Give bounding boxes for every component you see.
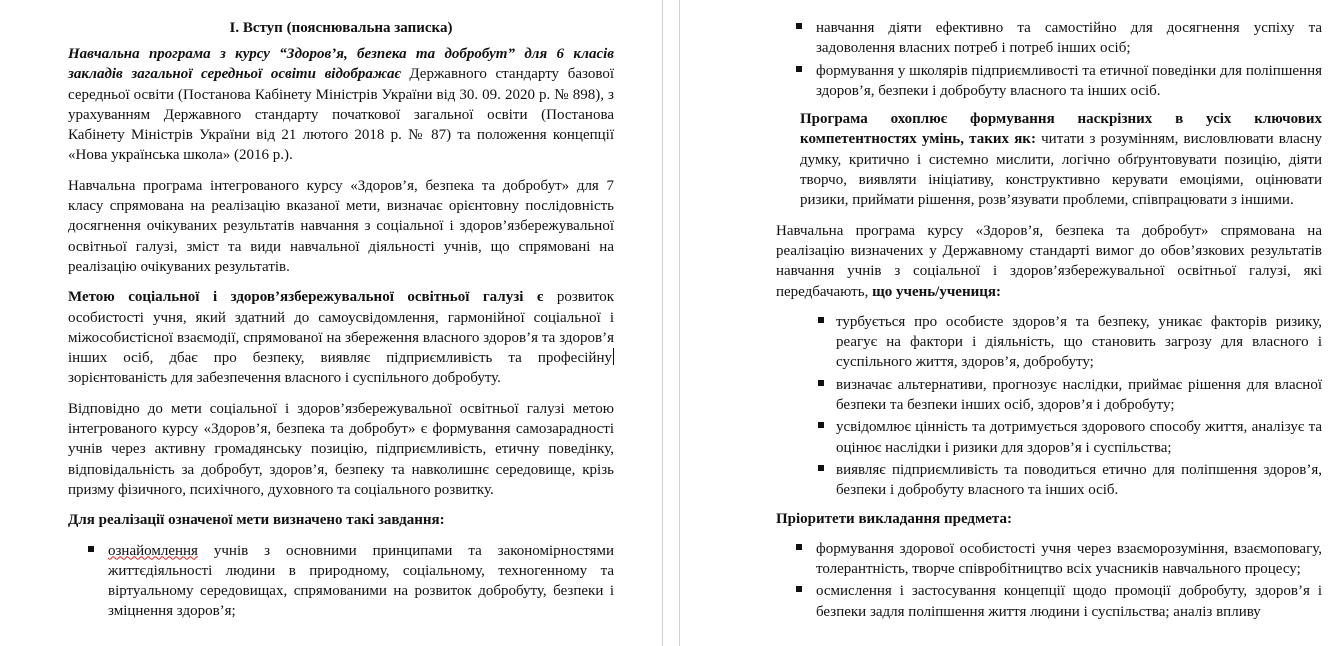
document-page-left [0,0,662,646]
list-item: формування здорової особистості учня через взаєморозуміння, взаємоповагу, толерантність, творче співробітництво всіх учасників навчального процесу; [776,539,1322,580]
bullet-square-icon [818,317,824,323]
paragraph-goal[interactable]: Метою соціальної і здоров’язбережувальної освітньої галузі є розвиток особистості учня, який здатний до самоусвідомлення, гармонійної соціальної і міжособистісної взаємодії, спрямованої на збереження власного здоров’я та здоров’я інших осіб, дбає про безпеку, виявляє підприємливість та професійну зорієнтованість для забезпечення власного і суспільного добробуту. [68,289,614,387]
page-gutter [662,0,680,646]
paragraph-intro: Навчальна програма з курсу “Здоров’я, безпека та добробут” для 6 класів закладів загальної середньої освіти відображає Державного стандарту базової середньої освіти (Постанова Кабінету Міністрів України від 30. 09. 2020 р. № 898), з урахуванням Державного стандарту початкової загальної освіти (Постанова Кабінету Міністрів України від 21 лютого 2018 р. № 87) та положення концепції «Нова українська школа» (2016 р.). [68,46,614,164]
tasks-list-continued [776,18,1322,101]
bullet-square-icon [796,23,802,29]
bullet-square-icon [818,465,824,471]
bullet-square-icon [796,586,802,592]
bullet-square-icon [818,380,824,386]
document-page-right [680,0,1332,646]
page-content [776,18,1322,630]
paragraph-program: Навчальна програма інтегрованого курсу «Здоров’я, безпека та добробут» для 7 класу спрямована на реалізацію вказаної мети, визначає орієнтовну послідовність досягнення очікуваних результатів навчання з соціальної і здоров’язбережувальної освітньої галузі, зміст та види навчальної діяльності учнів, що спрямовані на реалізацію очікуваних результатів. [68,177,614,275]
list-item: осмислення і застосування концепції щодо промоції добробуту, здоров’я і безпеки задля поліпшення життя людини і суспільства; аналіз впливу [776,581,1322,622]
list-item: турбується про особисте здоров’я та безпеку, уникає факторів ризику, реагує на фактори і діяльність, що становить загрозу для власного і суспільного життя, здоров’я, добробуту; [776,312,1322,373]
list-item: навчання діяти ефективно та самостійно для досягнення успіху та задоволення власних потреб і потреб інших осіб; [776,18,1322,59]
text-cursor [613,348,614,365]
list-item: виявляє підприємливість та поводиться етично для поліпшення здоров’я, безпеки і добробуту власного та інших осіб. [776,460,1322,501]
tasks-list [68,541,614,622]
paragraph-competencies: Програма охоплює формування наскрізних в усіх ключових компетентностях умінь, таких як: читати з розумінням, висловлювати власну думку, критично і системно мислити, логічно обґрунтовувати позицію, діяти творчо, виявляти ініціативу, конструктивно керувати емоціями, оцінювати ризики, приймати рішення, розв’язувати проблеми, співпрацювати з іншими. [800,111,1322,209]
list-item: ознайомлення учнів з основними принципами та закономірностями життєдіяльності людини в природному, соціальному, техногенному та віртуальному середовищах, спрямованими на розвиток добробуту, безпеки і зміцнення здоров’я; [68,541,614,622]
paragraph-course-goal: Відповідно до мети соціальної і здоров’язбережувальної освітньої галузі метою інтегрованого курсу «Здоров’я, безпека та добробут» є формування самозарадності учнів через активну громадянську позицію, підприємливість, етичну поведінку, відповідальність за добробут, здоров’я, безпеку та навколишнє середовище, крізь призму фізичного, психічного, духовного та соціального розвитку. [68,400,614,498]
tasks-heading: Для реалізації означеної мети визначено такі завдання: [68,512,445,529]
list-item: формування у школярів підприємливості та етичної поведінки для поліпшення здоров’я, безпеки і добробуту власного та інших осіб. [776,61,1322,102]
section-title: І. Вступ (пояснювальна записка) [229,20,453,36]
bullet-square-icon [818,422,824,428]
bullet-square-icon [796,544,802,550]
priorities-list [776,539,1322,622]
bullet-square-icon [796,66,802,72]
paragraph-results: Навчальна програма курсу «Здоров’я, безпека та добробут» спрямована на реалізацію визначених у Державному стандарті вимог до обов’язкових результатів навчання учнів з соціальної і здоров’язбережувальної освітньої галузі, які передбачають, що учень/учениця: [776,222,1322,300]
bullet-square-icon [88,546,94,552]
spellcheck-word[interactable]: ознайомлення [108,542,198,559]
page-content [68,18,614,630]
list-item: визначає альтернативи, прогнозує наслідки, приймає рішення для власної безпеки та безпеки інших осіб, здоров’я і добробуту; [776,375,1322,416]
priorities-heading: Пріоритети викладання предмета: [776,510,1012,527]
list-item: усвідомлює цінність та дотримується здорового способу життя, аналізує та оцінює наслідки і ризики для здоров’я і суспільства; [776,417,1322,458]
results-list [776,312,1322,501]
